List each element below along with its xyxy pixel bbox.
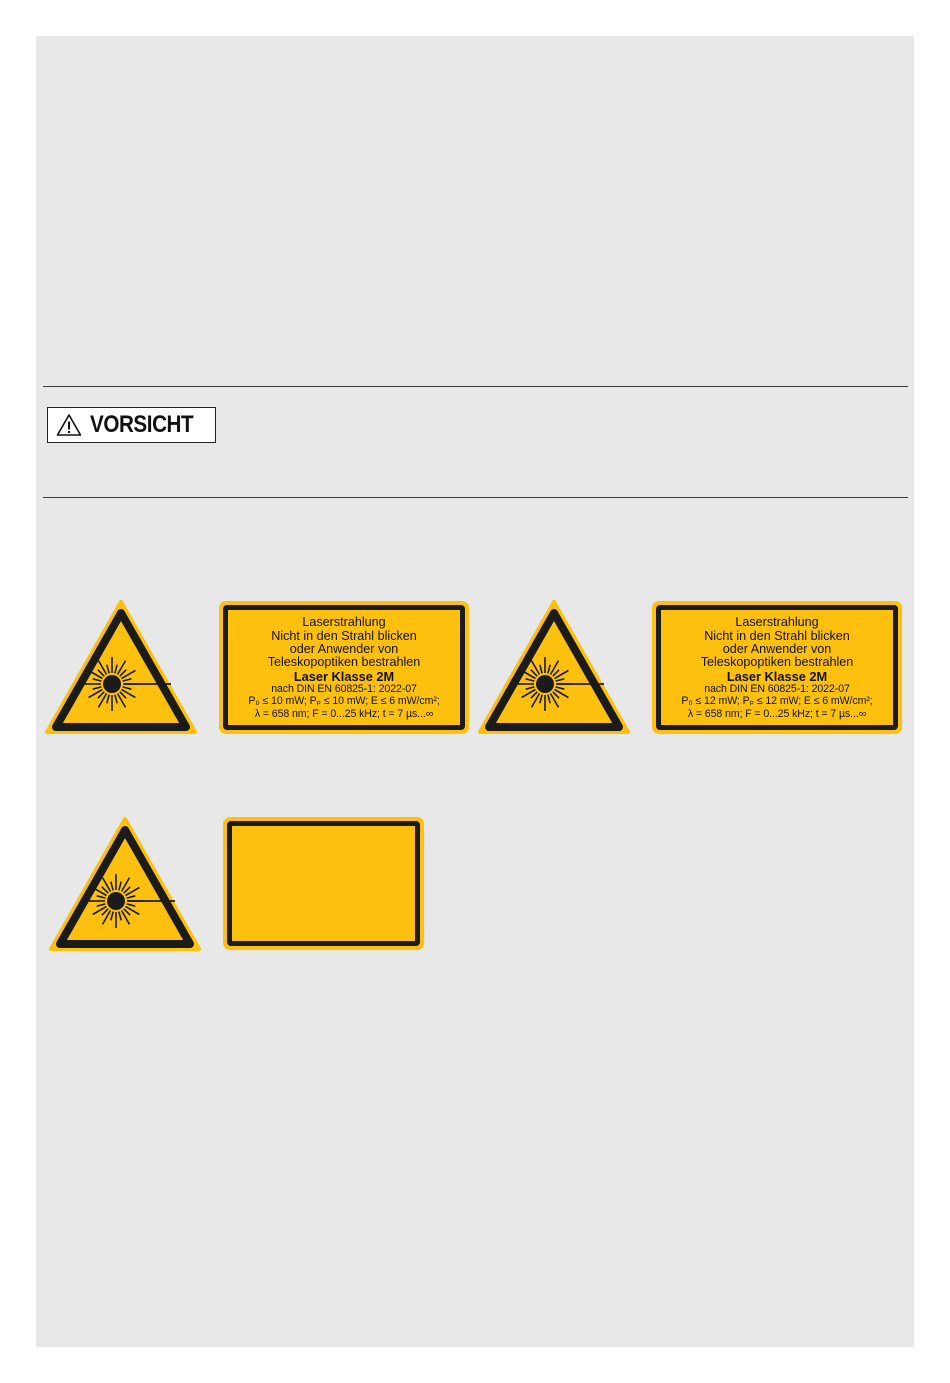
label-frame xyxy=(656,605,898,730)
laser-class-label-1 xyxy=(219,601,469,734)
label-line: P₀ ≤ 10 mW; Pₚ ≤ 10 mW; E ≤ 6 mW/cm²; xyxy=(248,695,440,708)
label-line: Laserstrahlung xyxy=(302,615,386,630)
label-line: Nicht in den Strahl blicken xyxy=(271,628,417,643)
laser-class-label-2 xyxy=(652,601,902,734)
laser-radiation-icon xyxy=(48,816,202,952)
label-frame xyxy=(223,605,465,730)
laser-warning-triangle-3 xyxy=(48,816,202,952)
laser-radiation-icon xyxy=(477,599,631,735)
caution-box xyxy=(47,407,216,443)
label-line: oder Anwender von xyxy=(289,641,399,656)
label-line: P₀ ≤ 12 mW; Pₚ ≤ 12 mW; E ≤ 6 mW/cm²; xyxy=(681,695,873,708)
label-line: nach DIN EN 60825-1: 2022-07 xyxy=(704,682,850,695)
label-line: oder Anwender von xyxy=(722,641,832,656)
label-line: λ = 658 nm; F = 0...25 kHz; t = 7 µs...∞ xyxy=(687,708,867,721)
label-line: Teleskopoptiken bestrahlen xyxy=(700,655,854,670)
divider-top xyxy=(43,386,908,387)
label-frame-blank xyxy=(227,821,420,946)
label-line: Nicht in den Strahl blicken xyxy=(704,628,850,643)
warning-triangle-icon xyxy=(56,413,82,437)
label-line: nach DIN EN 60825-1: 2022-07 xyxy=(271,682,417,695)
caution-label: VORSICHT xyxy=(90,411,194,438)
label-line: λ = 658 nm; F = 0...25 kHz; t = 7 µs...∞ xyxy=(254,708,434,721)
blank-label xyxy=(223,817,424,950)
label-line-class: Laser Klasse 2M xyxy=(293,668,395,684)
label-line-class: Laser Klasse 2M xyxy=(726,668,828,684)
laser-warning-triangle-1 xyxy=(44,599,198,735)
divider-bottom xyxy=(43,497,908,498)
label-line: Laserstrahlung xyxy=(735,615,819,630)
manual-page xyxy=(36,36,914,1347)
label-line: Teleskopoptiken bestrahlen xyxy=(267,655,421,670)
laser-radiation-icon xyxy=(44,599,198,735)
laser-warning-triangle-2 xyxy=(477,599,631,735)
